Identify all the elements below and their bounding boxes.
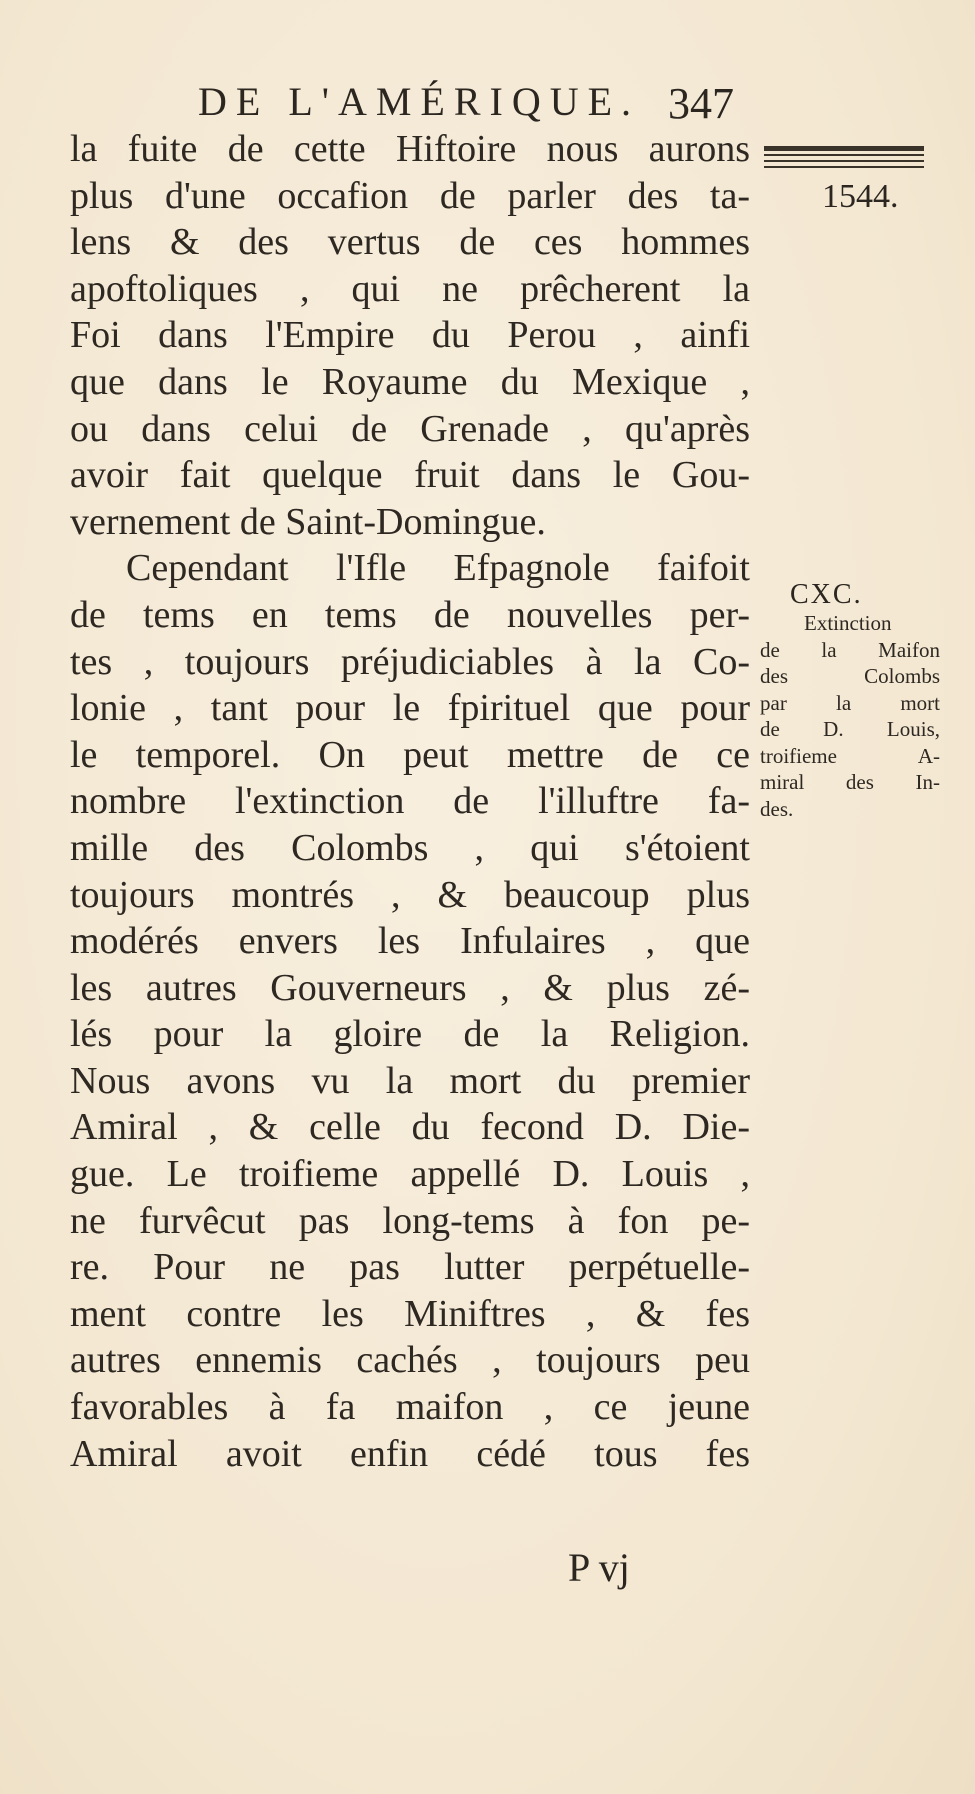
text-line: ne furvêcut pas long-tems à fon pe- (70, 1199, 750, 1242)
text-line: favorables à fa maifon , ce jeune (70, 1386, 750, 1429)
running-head: DE L'AMÉRIQUE. (198, 79, 641, 124)
marginal-note-line: miral des In- (760, 770, 940, 794)
text-line: apoftoliques , qui ne prêcherent la (70, 267, 750, 310)
text-line: modérés envers les Infulaires , que (70, 920, 750, 963)
margin-ornament-rule (764, 146, 924, 170)
marginal-note-line: Extinction (804, 611, 892, 635)
text-line: gue. Le troifieme appellé D. Louis , (70, 1153, 750, 1196)
signature-mark: P vj (568, 1545, 630, 1590)
page-number: 347 (668, 79, 734, 128)
paragraph-start-line: Cependant l'Ifle Efpagnole faifoit (126, 547, 750, 590)
text-line: Amiral avoit enfin cédé tous fes (70, 1432, 750, 1475)
text-line: que dans le Royaume du Mexique , (70, 360, 750, 403)
margin-year: 1544. (822, 178, 899, 215)
text-line: nombre l'extinction de l'illuftre fa- (70, 780, 750, 823)
marginal-note-line: troifieme A- (760, 743, 940, 768)
text-line: ou dans celui de Grenade , qu'après (70, 407, 750, 450)
marginal-note-line: par la mort (760, 690, 940, 715)
text-line: vernement de Saint-Domingue. (70, 500, 546, 543)
text-line: re. Pour ne pas lutter perpétuelle- (70, 1246, 750, 1289)
text-line: toujours montrés , & beaucoup plus (70, 873, 750, 916)
text-line: le temporel. On peut mettre de ce (70, 733, 750, 776)
marginal-note-line: des. (760, 796, 794, 821)
text-line: lés pour la gloire de la Religion. (70, 1013, 750, 1056)
text-line: mille des Colombs , qui s'étoient (70, 826, 750, 869)
text-line: lonie , tant pour le fpirituel que pour (70, 687, 750, 730)
text-line: Amiral , & celle du fecond D. Die- (70, 1106, 750, 1149)
text-line: la fuite de cette Hiftoire nous aurons (70, 128, 750, 170)
text-line: Nous avons vu la mort du premier (70, 1059, 750, 1102)
marginal-note-title: CXC. (790, 579, 863, 610)
marginal-note-line: de la Maifon (760, 637, 940, 662)
text-line: plus d'une occafion de parler des ta- (70, 174, 750, 217)
text-line: les autres Gouverneurs , & plus zé- (70, 966, 750, 1009)
page-header (198, 78, 758, 130)
marginal-note-line: de D. Louis, (760, 717, 940, 741)
marginal-note (760, 580, 940, 822)
marginal-note-line: des Colombs (760, 664, 940, 688)
text-line: autres ennemis cachés , toujours peu (70, 1339, 750, 1382)
text-line: Foi dans l'Empire du Perou , ainfi (70, 314, 750, 357)
text-line: tes , toujours préjudiciables à la Co- (70, 640, 750, 683)
body-text (70, 126, 750, 1477)
text-line: ment contre les Miniftres , & fes (70, 1292, 750, 1335)
text-line: de tems en tems de nouvelles per- (70, 593, 750, 636)
text-line: avoir fait quelque fruit dans le Gou- (70, 454, 750, 497)
text-line: lens & des vertus de ces hommes (70, 221, 750, 264)
